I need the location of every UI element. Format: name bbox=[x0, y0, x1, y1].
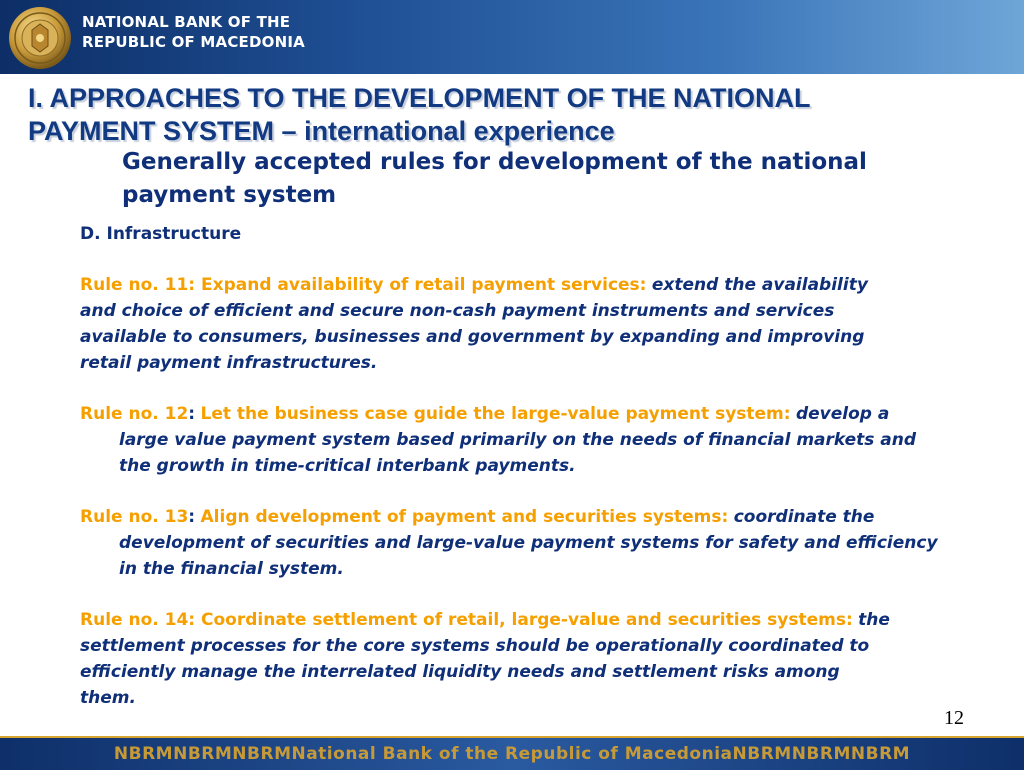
page-number: 12 bbox=[944, 707, 964, 729]
rule-label: Rule no. 13 bbox=[80, 507, 189, 527]
header-banner bbox=[0, 0, 1024, 74]
footer-banner bbox=[0, 736, 1024, 770]
rule-label: Rule no. 14: Coordinate settlement of retail, large-value and securities systems: bbox=[80, 610, 853, 630]
rule-11 bbox=[80, 272, 900, 376]
rule-description: the settlement processes for the core systems should be operationally coordinated to efficiently manage the interrelated liquidity needs and settlement risks among them. bbox=[80, 610, 890, 708]
slide-title-line2: PAYMENT SYSTEM – international experience bbox=[28, 116, 615, 146]
rule-description: coordinate the development of securities and large-value payment systems for safety and efficiency in the financial system. bbox=[119, 507, 938, 579]
footer-text: NBRMNBRMNBRMNational Bank of the Republic of MacedoniaNBRMNBRMNBRM bbox=[113, 744, 911, 764]
rule-13 bbox=[80, 504, 939, 582]
rule-separator: : bbox=[188, 404, 196, 424]
bank-name bbox=[82, 12, 305, 52]
rule-12 bbox=[80, 401, 939, 479]
rule-description: develop a large value payment system based primarily on the needs of financial markets and the growth in time-critical interbank payments. bbox=[119, 404, 917, 476]
rule-14 bbox=[80, 607, 900, 711]
slide-title-line1: I. APPROACHES TO THE DEVELOPMENT OF THE NATIONAL bbox=[28, 83, 811, 113]
emblem-seal-icon bbox=[8, 6, 72, 70]
rule-heading: Let the business case guide the large-value payment system: bbox=[200, 404, 791, 424]
slide-subtitle: Generally accepted rules for development of the national payment system bbox=[122, 149, 867, 208]
bank-name-line2: REPUBLIC OF MACEDONIA bbox=[82, 33, 305, 51]
rule-label: Rule no. 12 bbox=[80, 404, 189, 424]
bank-name-line1: NATIONAL BANK OF THE bbox=[82, 13, 291, 31]
rule-label: Rule no. 11: Expand availability of retail payment services: bbox=[80, 275, 647, 295]
section-label: D. Infrastructure bbox=[80, 224, 242, 244]
slide-title bbox=[28, 82, 928, 148]
rule-separator: : bbox=[188, 507, 196, 527]
rule-heading: Align development of payment and securities systems: bbox=[200, 507, 729, 527]
rule-description: extend the availability and choice of efficient and secure non-cash payment instruments and services available to consumers, businesses and government by expanding and improving retail payment infrastructures. bbox=[80, 275, 868, 373]
